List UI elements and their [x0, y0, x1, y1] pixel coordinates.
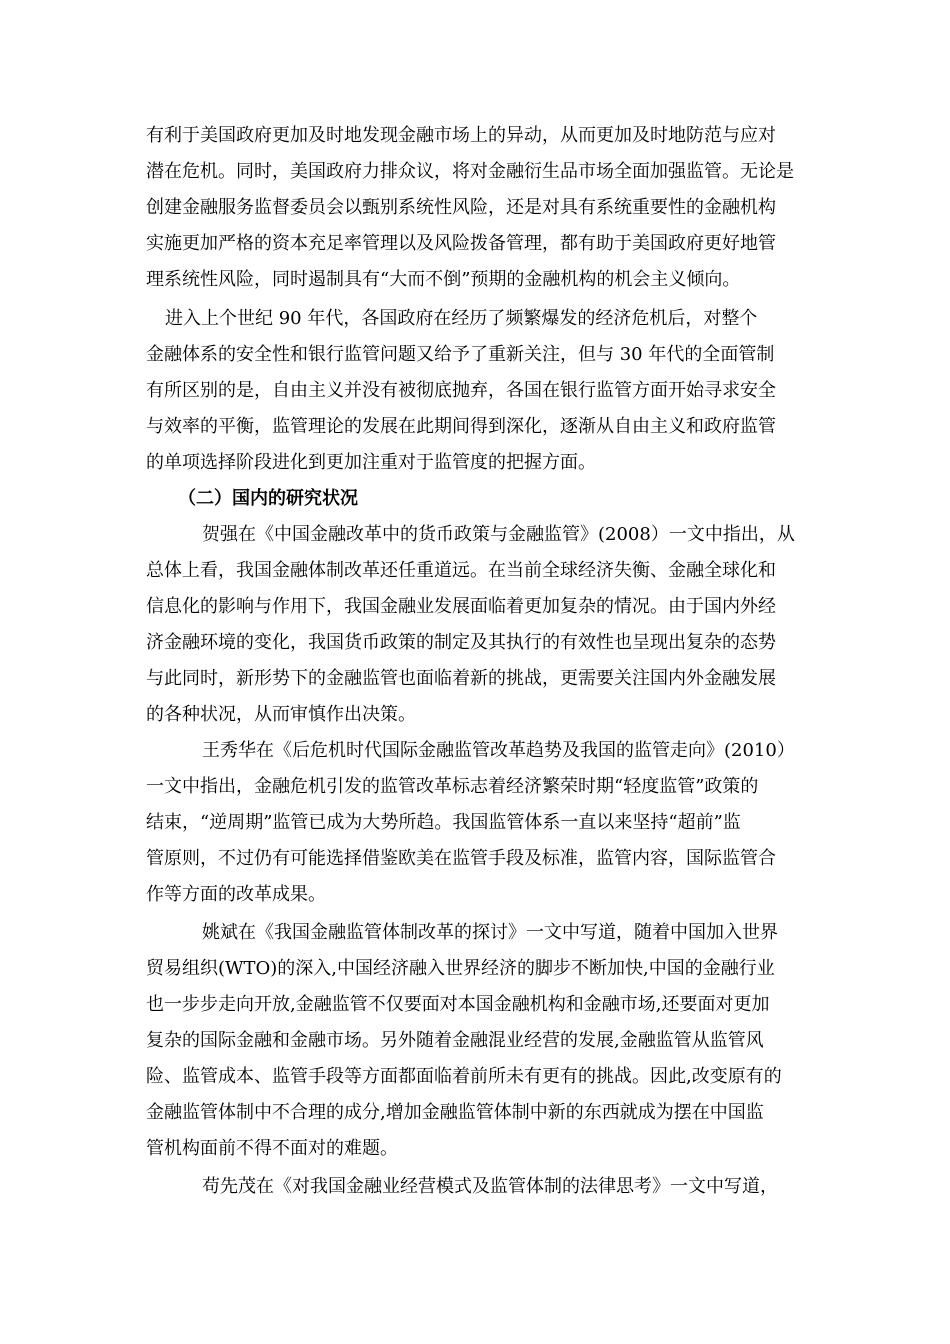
body-text-line: 的各种状况，从而审慎作出决策。	[146, 704, 416, 725]
body-text-line: 与此同时，新形势下的金融监管也面临着新的挑战，更需要关注国内外金融发展	[146, 668, 776, 689]
body-text-line: 潜在危机。同时，美国政府力排众议，将对金融衍生品市场全面加强监管。无论是	[146, 161, 794, 182]
body-text-line: 苟先茂在《对我国金融业经营模式及监管体制的法律思考》一文中写道，	[202, 1176, 778, 1197]
body-text-line: 总体上看，我国金融体制改革还任重道远。在当前全球经济失衡、金融全球化和	[146, 560, 776, 581]
body-text-line: 复杂的国际金融和金融市场。另外随着金融混业经营的发展,金融监管从监管风	[146, 1030, 764, 1051]
body-text-line: 结束，“逆周期”监管已成为大势所趋。我国监管体系一直以来坚持“超前”监	[146, 812, 741, 833]
body-text-line: 创建金融服务监督委员会以甄别系统性风险，还是对具有系统重要性的金融机构	[146, 197, 776, 218]
body-text-line: 有所区别的是，自由主义并没有被彻底抛弃，各国在银行监管方面开始寻求安全	[146, 380, 776, 401]
body-text-line: 贸易组织(WTO)的深入,中国经济融入世界经济的脚步不断加快,中国的金融行业	[146, 958, 775, 979]
section-heading: （二）国内的研究状况	[178, 488, 358, 509]
body-text-line: 的单项选择阶段进化到更加注重对于监管度的把握方面。	[146, 452, 596, 473]
body-text-line: 作等方面的改革成果。	[146, 884, 326, 905]
body-text-line: 金融体系的安全性和银行监管问题又给予了重新关注，但与 30 年代的全面管制	[146, 344, 775, 365]
body-text-line: 与效率的平衡，监管理论的发展在此期间得到深化，逐渐从自由主义和政府监管	[146, 416, 776, 437]
body-text-line: 一文中指出，金融危机引发的监管改革标志着经济繁荣时期“轻度监管”政策的	[146, 776, 759, 797]
body-text-line: 进入上个世纪 90 年代，各国政府在经历了频繁爆发的经济危机后，对整个	[165, 308, 758, 329]
body-text-line: 济金融环境的变化，我国货币政策的制定及其执行的有效性也呈现出复杂的态势	[146, 632, 776, 653]
body-text-line: 险、监管成本、监管手段等方面都面临着前所未有更有的挑战。因此,改变原有的	[146, 1066, 782, 1087]
body-text-line: 有利于美国政府更加及时地发现金融市场上的异动，从而更加及时地防范与应对	[146, 125, 776, 146]
body-text-line: 贺强在《中国金融改革中的货币政策与金融监管》(2008）一文中指出，从	[202, 524, 795, 545]
body-text-line: 姚斌在《我国金融监管体制改革的探讨》一文中写道，随着中国加入世界	[202, 922, 778, 943]
body-text-line: 金融监管体制中不合理的成分,增加金融监管体制中新的东西就成为摆在中国监	[146, 1102, 764, 1123]
body-text-line: 管原则，不过仍有可能选择借鉴欧美在监管手段及标准，监管内容，国际监管合	[146, 848, 776, 869]
body-text-line: 王秀华在《后危机时代国际金融监管改革趋势及我国的监管走向》(2010）	[202, 740, 795, 761]
body-text-line: 也一步步走向开放,金融监管不仅要面对本国金融机构和金融市场,还要面对更加	[146, 994, 770, 1015]
body-text-line: 理系统性风险，同时遏制具有“大而不倒”预期的金融机构的机会主义倾向。	[146, 269, 741, 290]
body-text-line: 实施更加严格的资本充足率管理以及风险拨备管理，都有助于美国政府更好地管	[146, 233, 776, 254]
body-text-line: 管机构面前不得不面对的难题。	[146, 1138, 398, 1159]
body-text-line: 信息化的影响与作用下，我国金融业发展面临着更加复杂的情况。由于国内外经	[146, 596, 776, 617]
